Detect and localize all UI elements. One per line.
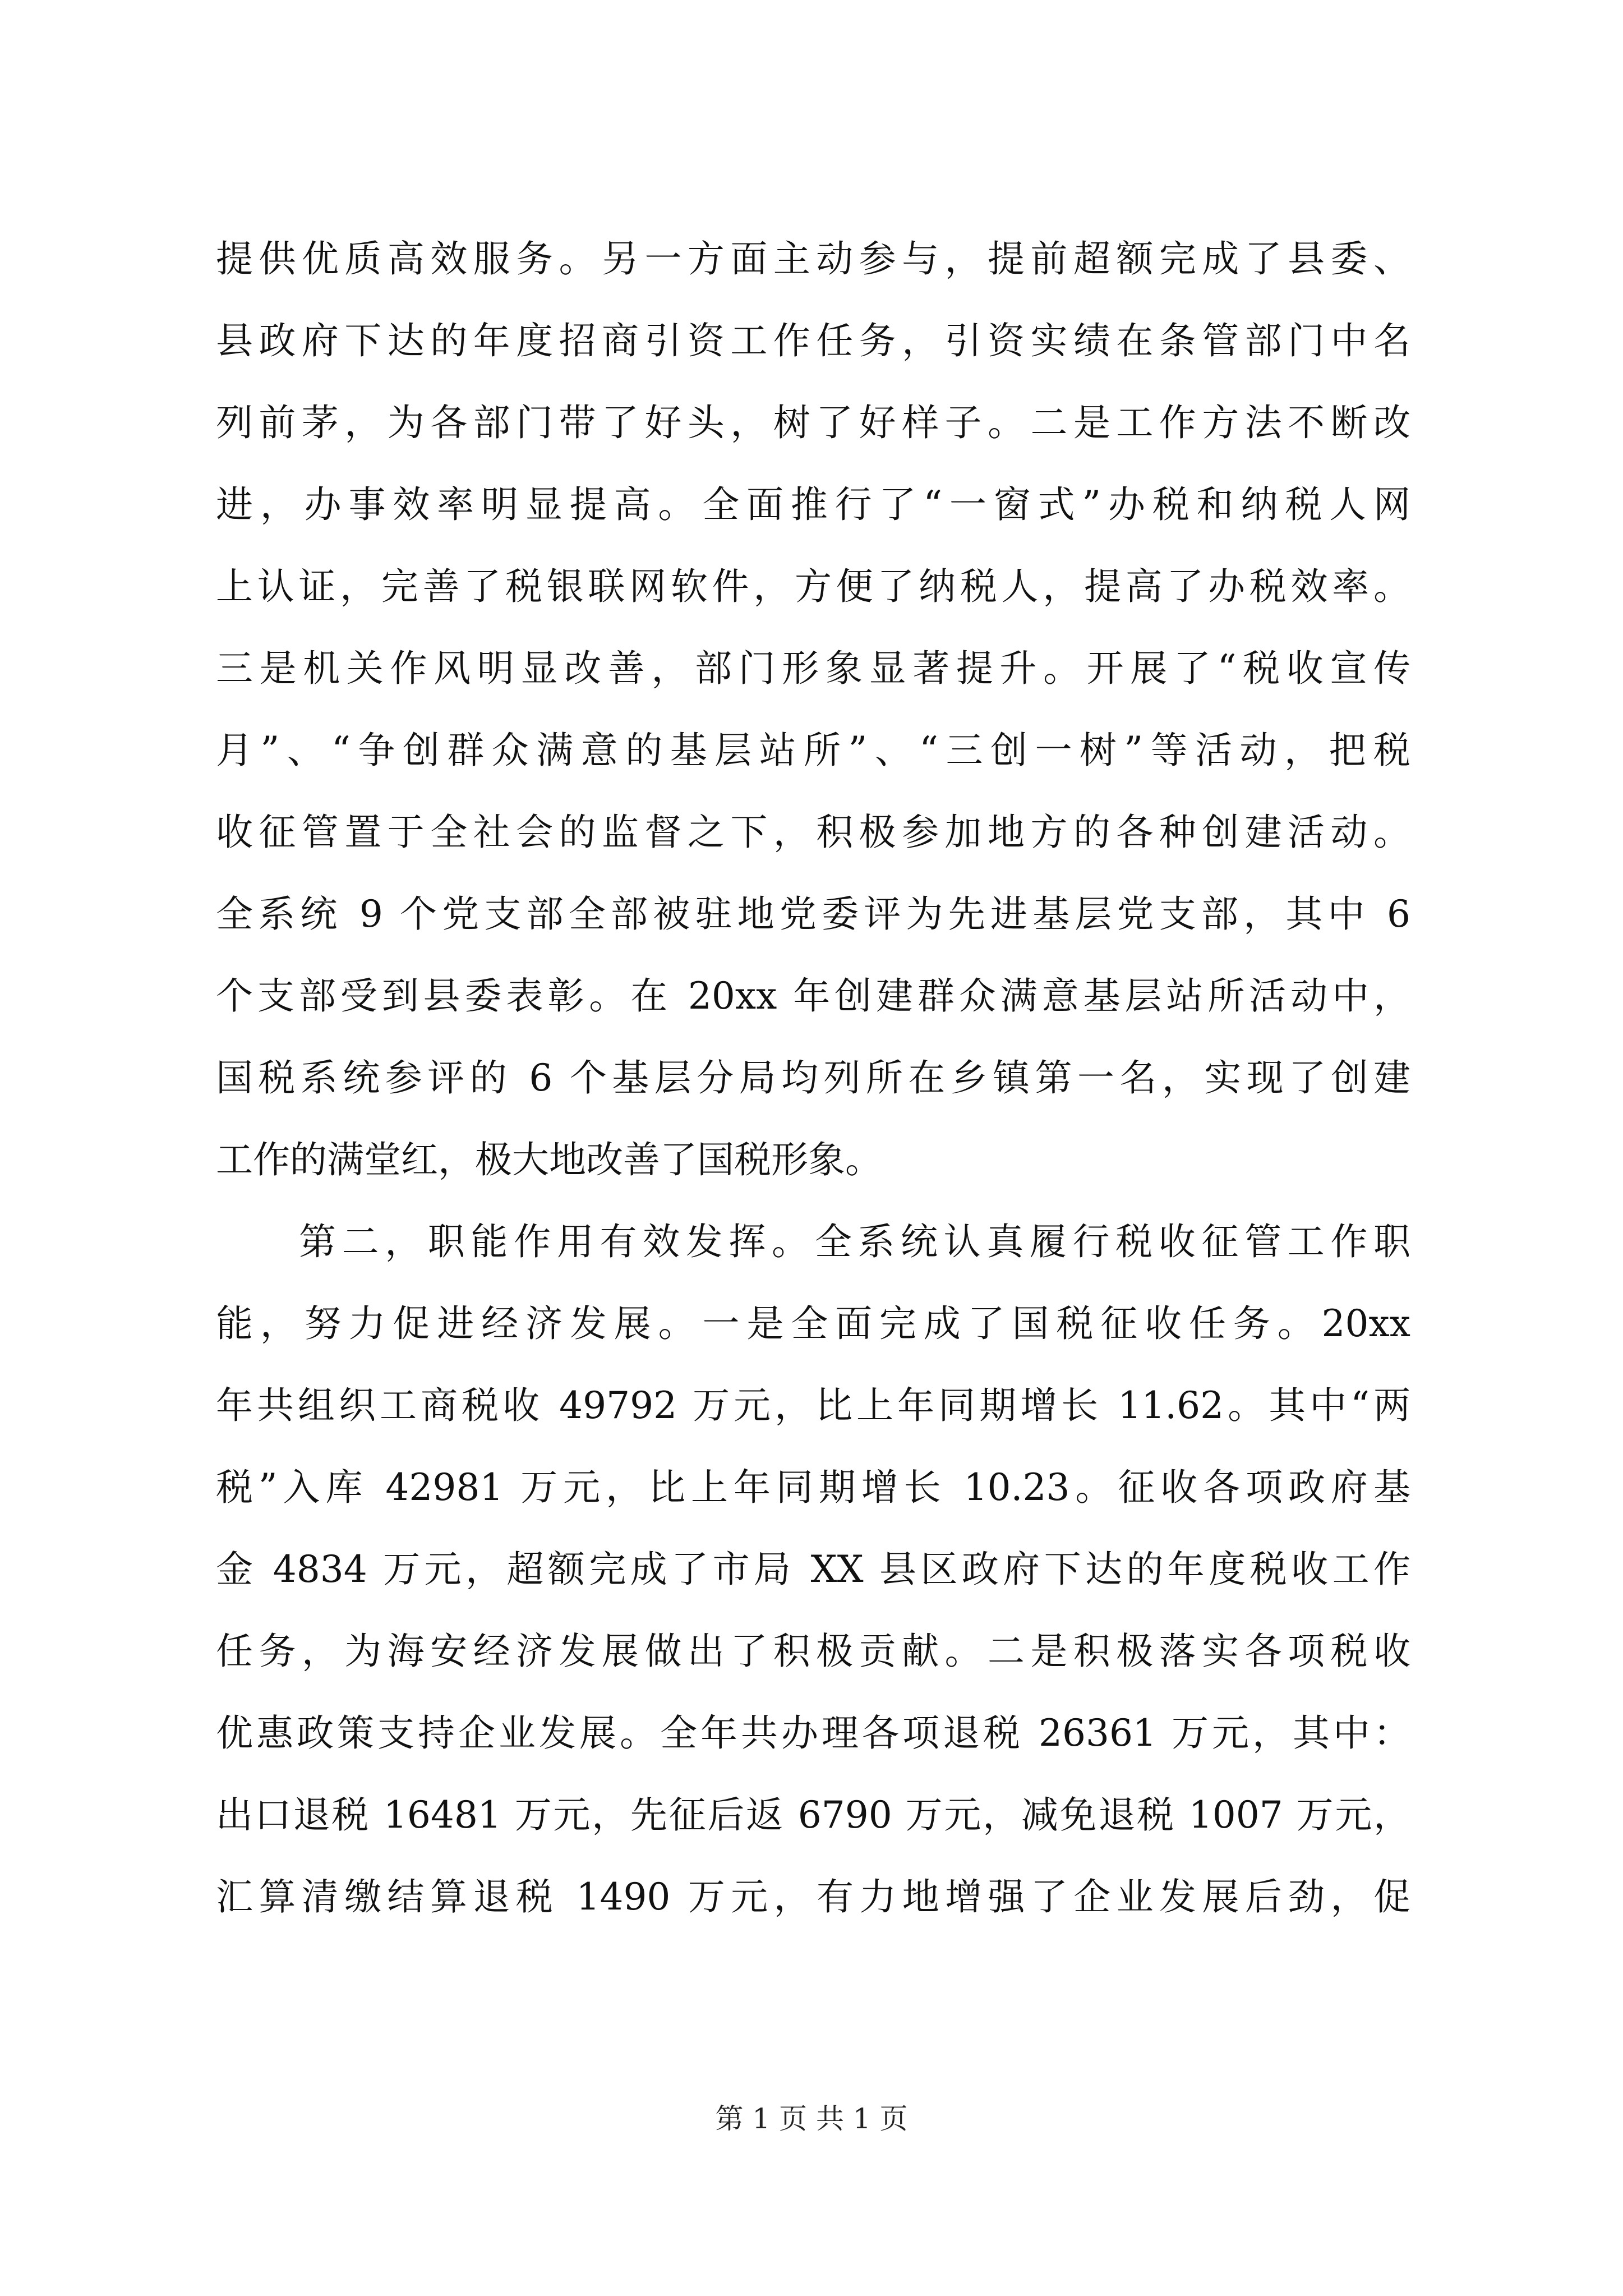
text-line-5: 上认证，完善了税银联网软件，方便了纳税人，提高了办税效率。 [216,565,1410,608]
page-footer: 第 1 页 共 1 页 [715,2102,908,2135]
text-line-13: 第二，职能作用有效发挥。全系统认真履行税收征管工作职 [299,1220,1410,1263]
text-line-15: 年共组织工商税收 49792 万元，比上年同期增长 11.62。其中“两 [216,1384,1410,1427]
text-line-17: 金 4834 万元，超额完成了市局 XX 县区政府下达的年度税收工作 [216,1548,1410,1591]
text-line-12: 工作的满堂红，极大地改善了国税形象。 [216,1138,882,1181]
text-line-21: 汇算清缴结算退税 1490 万元，有力地增强了企业发展后劲，促 [216,1875,1410,1918]
text-line-8: 收征管置于全社会的监督之下，积极参加地方的各种创建活动。 [216,811,1410,854]
text-line-18: 任务，为海安经济发展做出了积极贡献。二是积极落实各项税收 [216,1630,1410,1673]
text-line-16: 税”入库 42981 万元，比上年同期增长 10.23。征收各项政府基 [216,1466,1410,1509]
text-line-1: 提供优质高效服务。另一方面主动参与，提前超额完成了县委、 [216,237,1410,280]
text-line-3: 列前茅，为各部门带了好头，树了好样子。二是工作方法不断改 [216,401,1410,444]
text-line-2: 县政府下达的年度招商引资工作任务，引资实绩在条管部门中名 [216,319,1410,362]
text-line-20: 出口退税 16481 万元，先征后返 6790 万元，减免退税 1007 万元， [216,1793,1410,1837]
text-line-7: 月”、“争创群众满意的基层站所”、“三创一树”等活动，把税 [216,729,1410,772]
text-line-11: 国税系统参评的 6 个基层分局均列所在乡镇第一名，实现了创建 [216,1056,1410,1099]
text-line-19: 优惠政策支持企业发展。全年共办理各项退税 26361 万元，其中： [216,1711,1410,1755]
text-line-10: 个支部受到县委表彰。在 20xx 年创建群众满意基层站所活动中， [216,974,1410,1018]
text-line-9: 全系统 9 个党支部全部被驻地党委评为先进基层党支部，其中 6 [216,892,1410,936]
text-line-4: 进，办事效率明显提高。全面推行了“一窗式”办税和纳税人网 [216,483,1410,526]
text-line-14: 能，努力促进经济发展。一是全面完成了国税征收任务。20xx [216,1302,1410,1345]
text-line-6: 三是机关作风明显改善，部门形象显著提升。开展了“税收宣传 [216,647,1410,690]
